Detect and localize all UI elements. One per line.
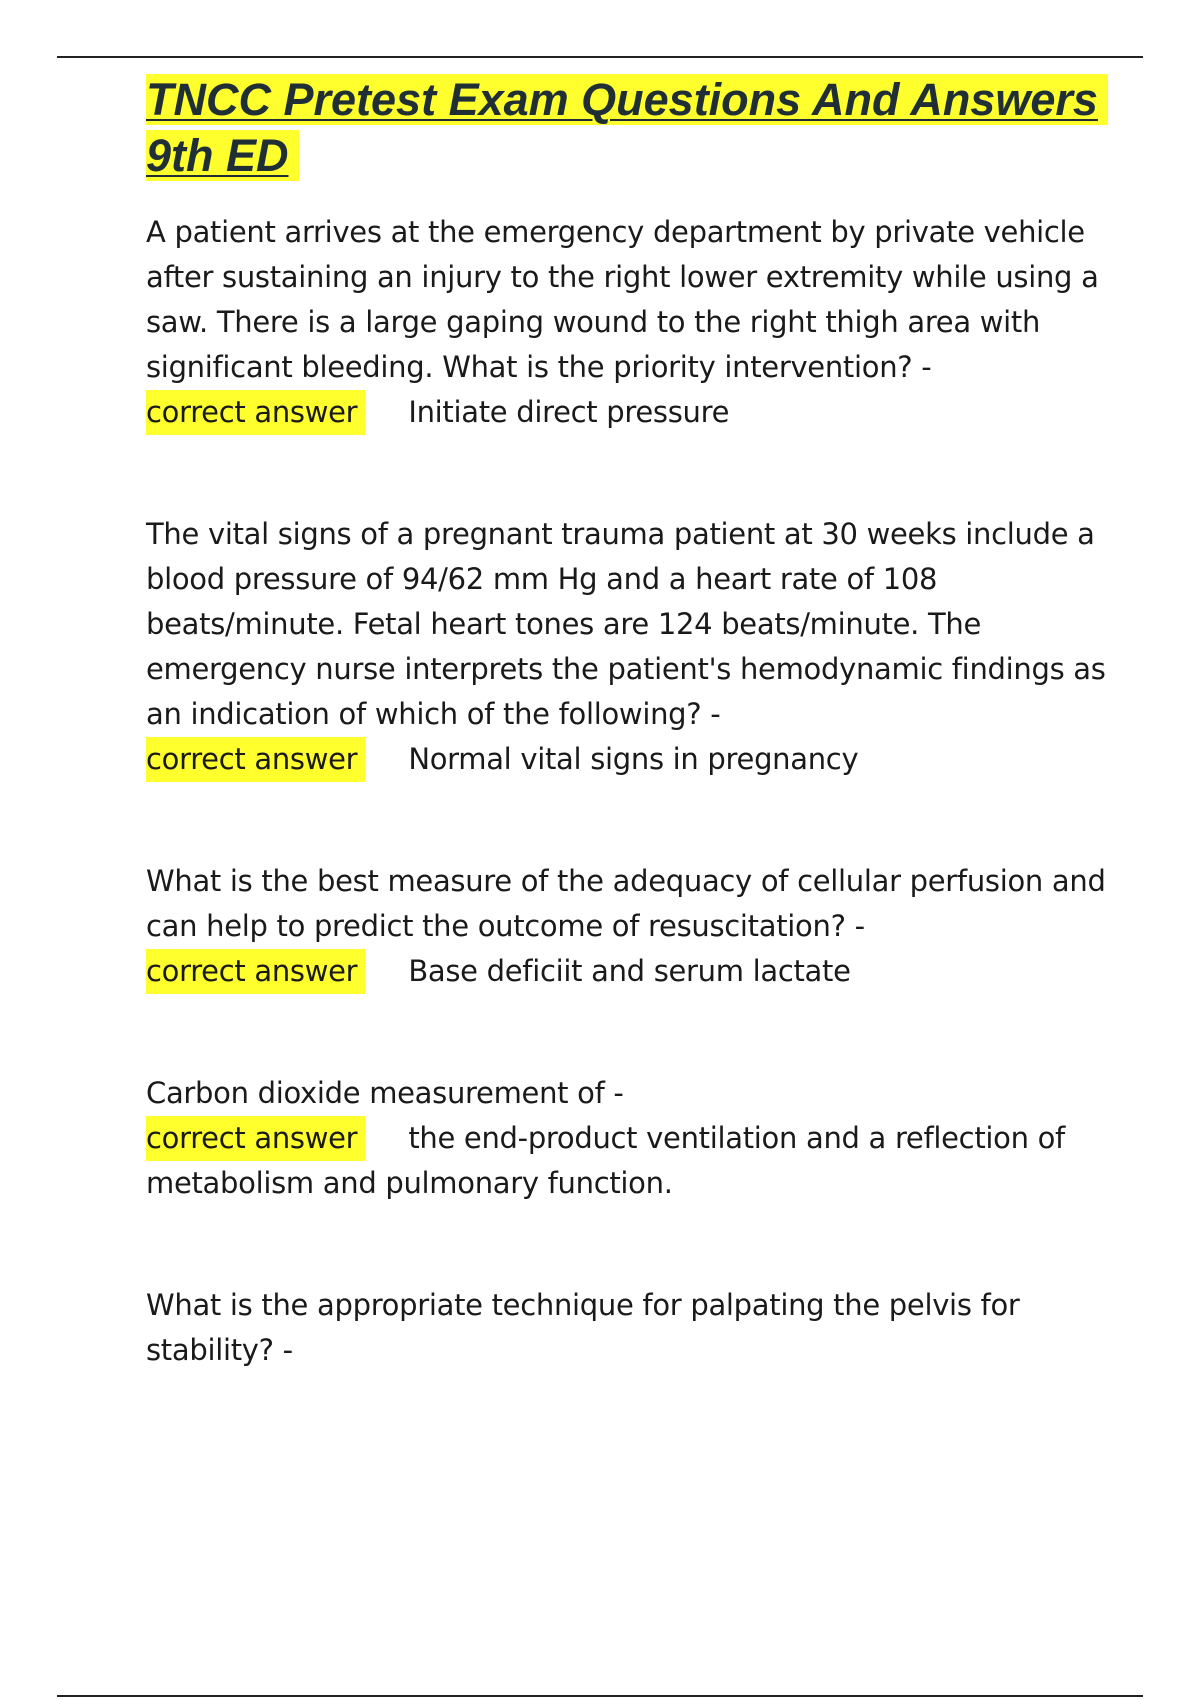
document-title-text: TNCC Pretest Exam Questions And Answers 9th ED [146, 74, 1108, 181]
top-rule [57, 56, 1143, 58]
qa-item-3 [146, 859, 1106, 994]
qa-item-2 [146, 512, 1106, 782]
document-body [146, 72, 1106, 1450]
document-title [146, 72, 1106, 184]
answer-text: the end-product ventilation and a reflection of metabolism and pulmonary function. [146, 1121, 1065, 1200]
answer-text: Base deficiit and serum lactate [408, 954, 851, 988]
question-text: Carbon dioxide measurement of - [146, 1076, 624, 1110]
answer-line [146, 737, 1106, 782]
question-text: The vital signs of a pregnant trauma patient at 30 weeks include a blood pressure of 94/62 mm Hg and a heart rate of 108 beats/minute. Fetal heart tones are 124 beats/minute. The emergency nurse interprets the patient's hemodynamic findings as an indication of which of the following? - [146, 517, 1106, 731]
question-text: What is the appropriate technique for palpating the pelvis for stability? - [146, 1288, 1020, 1367]
correct-answer-label: correct answer [146, 390, 365, 435]
qa-item-4 [146, 1071, 1106, 1206]
question-text: What is the best measure of the adequacy of cellular perfusion and can help to predict the outcome of resuscitation? - [146, 864, 1106, 943]
correct-answer-label: correct answer [146, 737, 365, 782]
answer-line [146, 949, 1106, 994]
qa-item-1 [146, 210, 1106, 435]
question-text: A patient arrives at the emergency department by private vehicle after sustaining an injury to the right lower extremity while using a saw. There is a large gaping wound to the right thigh area with significant bleeding. What is the priority intervention? - [146, 215, 1099, 384]
bottom-rule [57, 1695, 1143, 1697]
answer-text: Normal vital signs in pregnancy [408, 742, 859, 776]
answer-text: Initiate direct pressure [408, 395, 730, 429]
qa-item-5 [146, 1283, 1106, 1373]
correct-answer-label: correct answer [146, 1116, 365, 1161]
answer-line [146, 1116, 1106, 1206]
correct-answer-label: correct answer [146, 949, 365, 994]
answer-line [146, 390, 1106, 435]
